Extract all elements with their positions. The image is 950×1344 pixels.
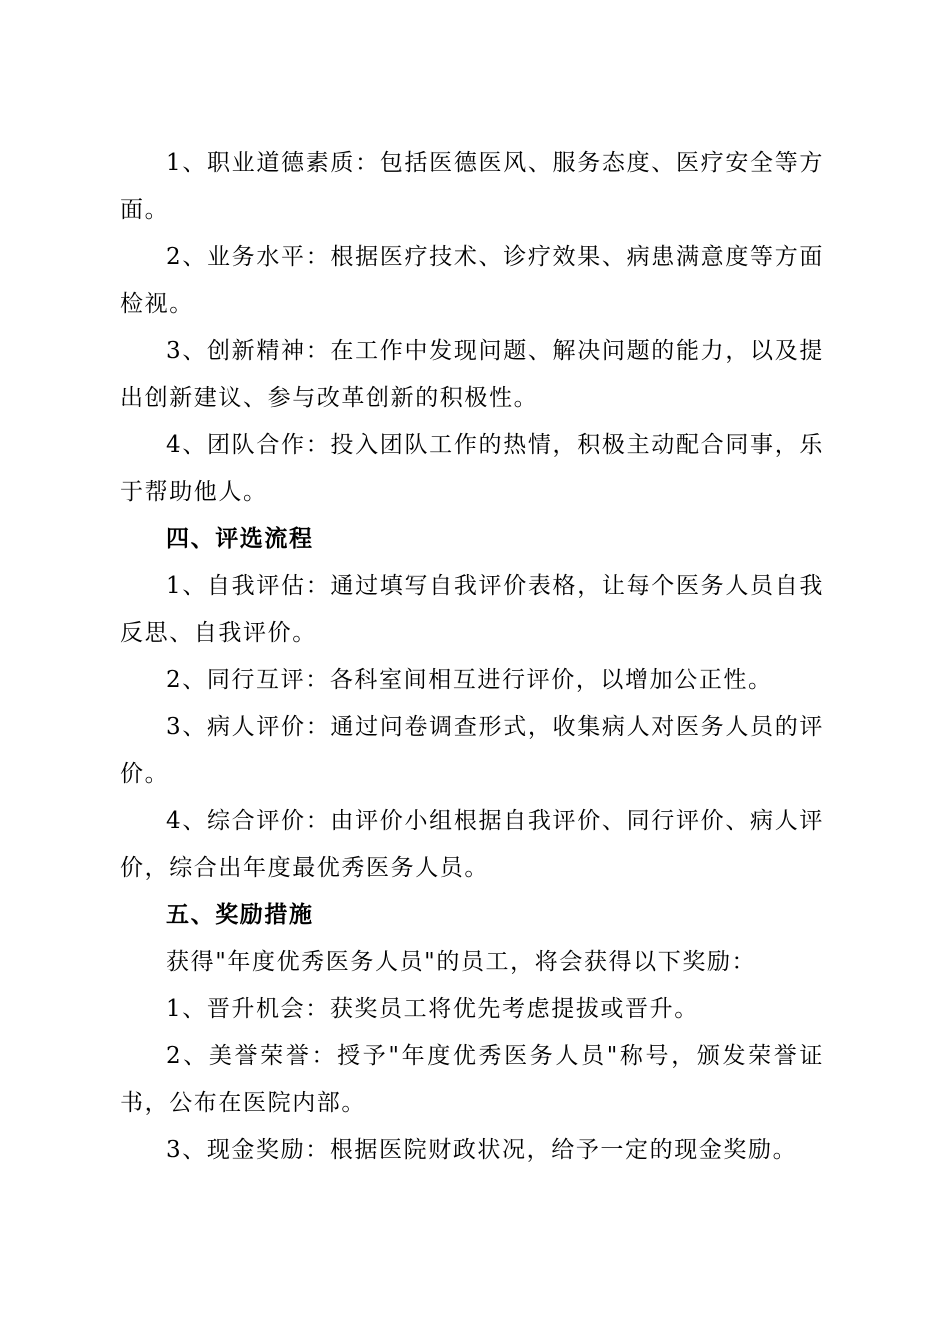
reward-item-promotion: 1、晋升机会：获奖员工将优先考虑提拔或晋升。 <box>166 996 699 1022</box>
reward-item-cash: 3、现金奖励：根据医院财政状况，给予一定的现金奖励。 <box>166 1137 798 1163</box>
criteria-item-skill: 2、业务水平：根据医疗技术、诊疗效果、病患满意度等方面检视。 <box>120 244 824 317</box>
criteria-item-ethics: 1、职业道德素质：包括医德医风、服务态度、医疗安全等方面。 <box>120 150 824 223</box>
process-item-overall-review: 4、综合评价：由评价小组根据自我评价、同行评价、病人评价，综合出年度最优秀医务人员。 <box>120 808 824 881</box>
process-item-self-assessment: 1、自我评估：通过填写自我评价表格，让每个医务人员自我反思、自我评价。 <box>120 573 824 646</box>
process-item-patient-review: 3、病人评价：通过问卷调查形式，收集病人对医务人员的评价。 <box>120 714 824 787</box>
criteria-item-teamwork: 4、团队合作：投入团队工作的热情，积极主动配合同事，乐于帮助他人。 <box>120 432 824 505</box>
reward-item-honor: 2、美誉荣誉：授予"年度优秀医务人员"称号，颁发荣誉证书，公布在医院内部。 <box>120 1043 824 1116</box>
criteria-item-innovation: 3、创新精神：在工作中发现问题、解决问题的能力，以及提出创新建议、参与改革创新的积极性。 <box>120 338 824 411</box>
process-item-peer-review: 2、同行互评：各科室间相互进行评价，以增加公正性。 <box>166 667 773 693</box>
section-heading-rewards: 五、奖励措施 <box>166 902 314 928</box>
rewards-intro: 获得"年度优秀医务人员"的员工，将会获得以下奖励： <box>166 949 757 975</box>
section-heading-selection-process: 四、评选流程 <box>166 526 314 552</box>
document-page <box>120 140 824 1174</box>
